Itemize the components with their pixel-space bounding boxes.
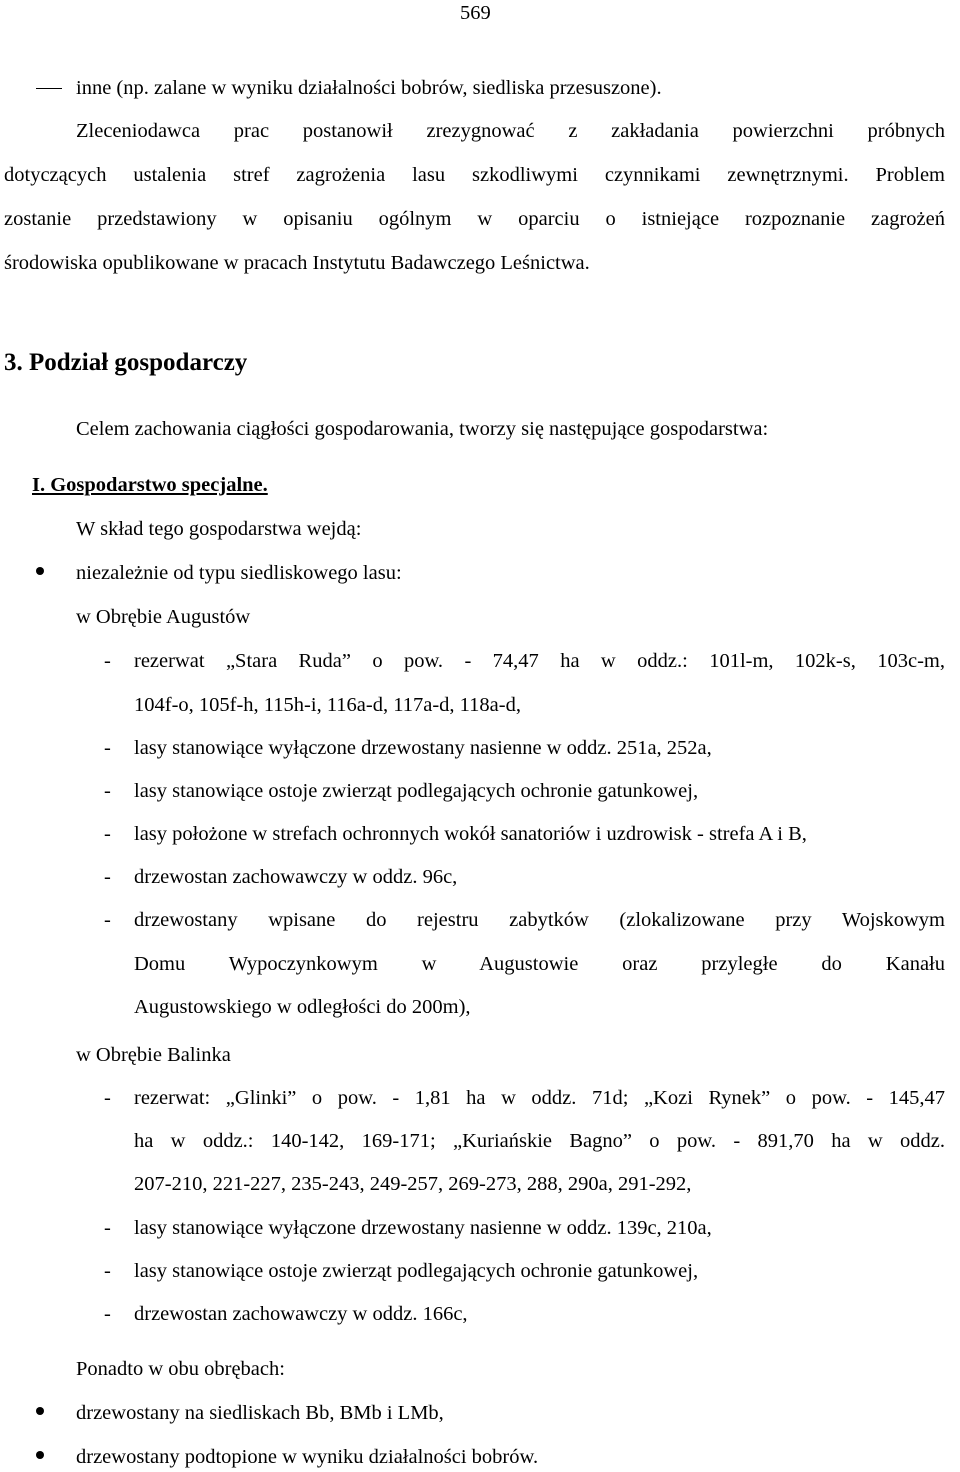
list-item-line: 104f-o, 105f-h, 115h-i, 116a-d, 117a-d, 118a-d, — [134, 694, 521, 716]
list-item-line: 207-210, 221-227, 235-243, 249-257, 269-273, 288, 290a, 291-292, — [134, 1173, 692, 1195]
bullet-item: drzewostany na siedliskach Bb, BMb i LMb, — [76, 1402, 444, 1424]
paragraph-line: Zleceniodawca prac postanowił zrezygnować z zakładania powierzchni próbnych — [76, 120, 945, 142]
dash-marker: - — [104, 737, 111, 759]
dash-marker: - — [104, 780, 111, 802]
obreb-label: w Obrębie Balinka — [76, 1044, 231, 1066]
section-intro: Celem zachowania ciągłości gospodarowania, tworzy się następujące gospodarstwa: — [76, 418, 769, 440]
intro-item: inne (np. zalane w wyniku działalności bobrów, siedliska przesuszone). — [76, 77, 662, 99]
bullet-item: niezależnie od typu siedliskowego lasu: — [76, 562, 402, 584]
bullet-item: drzewostany podtopione w wyniku działalności bobrów. — [76, 1446, 539, 1468]
list-item-line: rezerwat: „Glinki” o pow. - 1,81 ha w oddz. 71d; „Kozi Rynek” o pow. - 145,47 — [134, 1087, 945, 1109]
list-item-line: drzewostany wpisane do rejestru zabytków (zlokalizowane przy Wojskowym — [134, 909, 945, 931]
list-item-line: Domu Wypoczynkowym w Augustowie oraz przyległe do Kanału — [134, 953, 945, 975]
sub-heading: I. Gospodarstwo specjalne. — [32, 474, 268, 496]
ponadto-label: Ponadto w obu obrębach: — [76, 1358, 285, 1380]
section-heading: 3. Podział gospodarczy — [4, 349, 248, 376]
bullet-icon — [36, 1451, 44, 1459]
list-item-line: lasy stanowiące ostoje zwierząt podlegających ochronie gatunkowej, — [134, 1260, 699, 1282]
list-item-line: drzewostan zachowawczy w oddz. 96c, — [134, 866, 458, 888]
dash-marker: - — [104, 650, 111, 672]
bullet-icon — [36, 567, 44, 575]
sub-intro: W skład tego gospodarstwa wejdą: — [76, 518, 362, 540]
dash-marker: - — [104, 823, 111, 845]
dash-marker: - — [104, 1217, 111, 1239]
list-item-line: ha w oddz.: 140-142, 169-171; „Kuriańskie Bagno” o pow. - 891,70 ha w oddz. — [134, 1130, 945, 1152]
list-item-line: lasy położone w strefach ochronnych wokół sanatoriów i uzdrowisk - strefa A i B, — [134, 823, 807, 845]
dash-marker: - — [104, 1087, 111, 1109]
paragraph-line: środowiska opublikowane w pracach Instytutu Badawczego Leśnictwa. — [4, 252, 590, 274]
paragraph-line: zostanie przedstawiony w opisaniu ogólnym w oparciu o istniejące rozpoznanie zagrożeń — [4, 208, 945, 230]
bullet-icon — [36, 1407, 44, 1415]
paragraph-line: dotyczących ustalenia stref zagrożenia lasu szkodliwymi czynnikami zewnętrznymi. Problem — [4, 164, 945, 186]
list-item-line: lasy stanowiące wyłączone drzewostany nasienne w oddz. 139c, 210a, — [134, 1217, 712, 1239]
dash-marker: - — [104, 1260, 111, 1282]
list-item-line: Augustowskiego w odległości do 200m), — [134, 996, 471, 1018]
dash-marker: - — [104, 1303, 111, 1325]
obreb-label: w Obrębie Augustów — [76, 606, 251, 628]
dash-marker: - — [104, 909, 111, 931]
list-item-line: rezerwat „Stara Ruda” o pow. - 74,47 ha w oddz.: 101l-m, 102k-s, 103c-m, — [134, 650, 945, 672]
list-item-line: drzewostan zachowawczy w oddz. 166c, — [134, 1303, 468, 1325]
page-number: 569 — [460, 2, 491, 24]
list-item-line: lasy stanowiące wyłączone drzewostany nasienne w oddz. 251a, 252a, — [134, 737, 712, 759]
list-item-line: lasy stanowiące ostoje zwierząt podlegających ochronie gatunkowej, — [134, 780, 699, 802]
dash-bullet-icon — [36, 88, 62, 89]
dash-marker: - — [104, 866, 111, 888]
